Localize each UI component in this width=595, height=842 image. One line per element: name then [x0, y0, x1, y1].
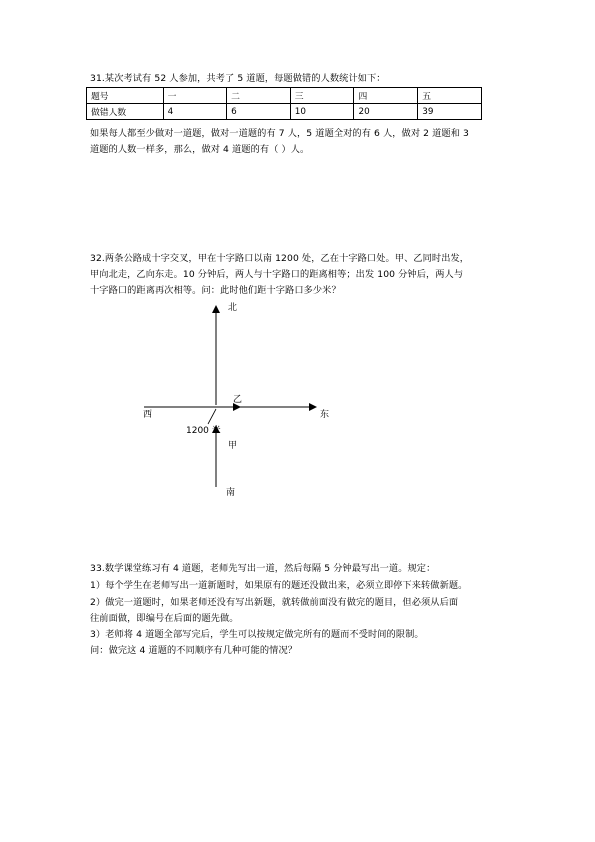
q33-rule-1: 1）每个学生在老师写出一道新题时，如果原有的题还没做出来，必须立即停下来转做新题。 [90, 580, 468, 591]
q32-line-2: 甲向北走，乙向东走。10 分钟后，两人与十字路口的距离相等；出发 100 分钟后，两人与 [90, 269, 464, 280]
south-label: 南 [226, 488, 236, 498]
q33-question: 问：做完这 4 道题的不同顺序有几种可能的情况？ [90, 645, 298, 656]
q33-rule-3: 3）老师将 4 道题全部写完后，学生可以按规定做完所有的题而不受时间的限制。 [90, 629, 424, 640]
q33-rule-2-line-2: 往前面做，即编号在后面的题先做。 [90, 613, 239, 624]
table-cell: 10 [290, 104, 354, 120]
table-header-cell: 做错人数 [87, 104, 164, 120]
q31-body-line-2: 道题的人数一样多，那么，做对 4 道题的有（ ）人。 [90, 144, 310, 155]
jia-label: 甲 [228, 441, 238, 451]
table-cell: 四 [354, 88, 418, 104]
table-cell: 39 [418, 104, 482, 120]
distance-label: 1200 米 [186, 426, 221, 436]
east-label: 东 [320, 410, 330, 420]
yi-label: 乙 [233, 395, 243, 405]
q33-line-1: 33.数学课堂练习有 4 道题，老师先写出一道，然后每隔 5 分钟最写出一道。规定： [90, 563, 436, 574]
table-cell: 五 [418, 88, 482, 104]
table-cell: 二 [227, 88, 291, 104]
west-label: 西 [143, 410, 153, 420]
table-cell: 6 [227, 104, 291, 120]
table-header-cell: 题号 [87, 88, 164, 104]
table-cell: 4 [163, 104, 227, 120]
q32-line-1: 32.两条公路成十字交叉，甲在十字路口以南 1200 处，乙在十字路口处。甲、乙同时出发， [90, 253, 470, 264]
table-cell: 一 [163, 88, 227, 104]
table-cell: 20 [354, 104, 418, 120]
table-cell: 三 [290, 88, 354, 104]
distance-leader-line [208, 409, 216, 424]
q33-rule-2-line-1: 2）做完一道题时，如果老师还没有写出新题，就转做前面没有做完的题目，但必须从后面 [90, 597, 459, 608]
q31-intro: 31.某次考试有 52 人参加，共考了 5 道题，每题做错的人数统计如下： [90, 73, 386, 84]
q32-line-3: 十字路口的距离再次相等。问：此时他们距十字路口多少米？ [90, 285, 341, 296]
north-label: 北 [228, 303, 238, 313]
q31-body-line-1: 如果每人都至少做对一道题，做对一道题的有 7 人，5 道题全对的有 6 人，做对 2 道题和 3 [90, 128, 469, 139]
